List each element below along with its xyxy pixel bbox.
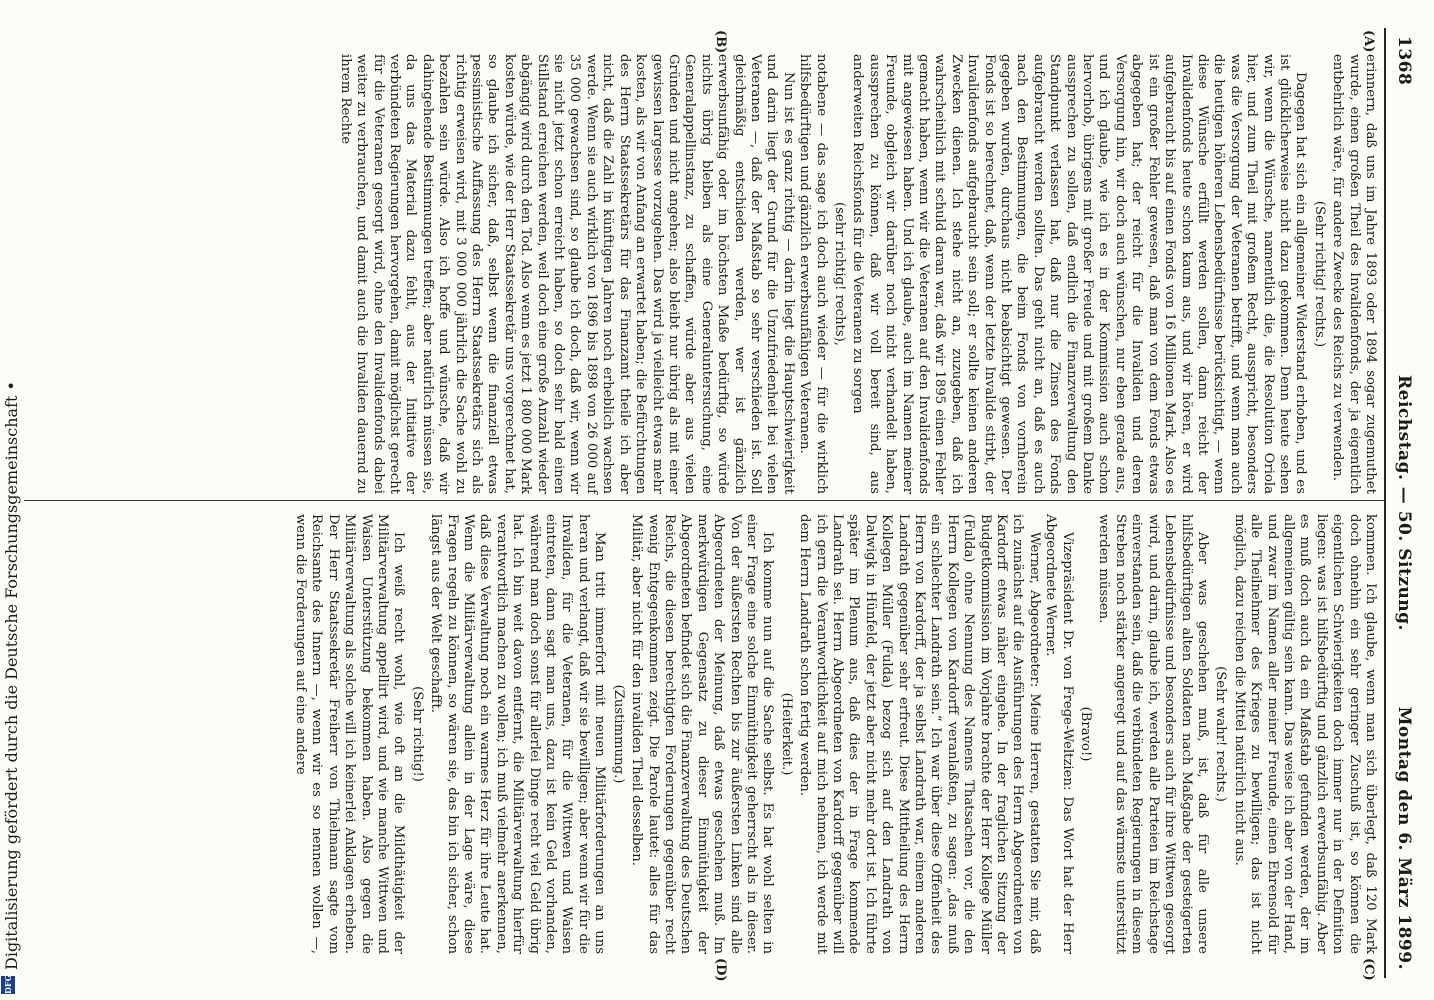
interjection: (Sehr richtig!) <box>409 686 425 782</box>
interjection: (sehr richtig! rechts), <box>832 202 847 346</box>
interjection: (Bravo!) <box>1078 706 1094 762</box>
header-date: Montag den 6. März 1899. <box>1394 706 1414 970</box>
interjection: (Sehr richtig! rechts.) <box>1311 200 1327 348</box>
margin-marker-c: (C) <box>1361 958 1376 981</box>
interjection: (Zustimmung.) <box>610 684 626 784</box>
page-number: 1368 <box>1394 36 1414 86</box>
right-column <box>292 514 1378 954</box>
header-title: Reichstag. — 50. Sitzung. <box>1394 375 1414 631</box>
margin-marker-d: (D) <box>713 958 728 982</box>
paragraph: Aber was geschehen muß, ist, daß für alle unsere hilfsbedürftigen alten Soldaten nach Maßgabe der gesteigerten Lebensbedürfnisse und besonders auch für ihre Wittwen gesorgt wird, und darin, glaube ich, werden alle Parteien im Reichstage einverstanden sein, daß die verbündeten Regierungen in diesem Streben noch stärker angeregt und auf das wärmste unterstützt werden müssen. <box>1096 514 1210 954</box>
paragraph: kommen. Ich glaube, wenn man sich überlegt, daß 120 Mark doch ohnehin ein sehr geringer Zuschuß ist, so können die eigentlichen Schwierigkeiten doch immer nur in der Definition liegen: was ist hilfsbedürftig und gänzlich erwerbsunfähig. Aber es muß doch auch da ein Maßstab gefunden werden, der im allgemeinen gültig sein kann. Das weise ich aber von der Hand, und zwar im Namen aller meiner Freunde, einen Ehrensold für alle Theilnehmer des Krieges zu bewilligen; das ist nicht möglich, dazu reichen die Mittel natürlich nicht aus. <box>1231 514 1378 954</box>
margin-marker-b: (B) <box>713 30 728 54</box>
page-header <box>1388 30 1414 976</box>
interjection: (Heiterkeit.) <box>778 692 794 776</box>
digitization-footer <box>0 0 22 1000</box>
margin-marker-a: (A) <box>1361 30 1376 53</box>
paragraph: Ich weiß recht wohl, wie oft an die Mildthätigkeit der Militärverwaltung appellirt wird, und wie manche Wittwen und Waisen Unterstützung bekommen haben. Also gegen die Militärverwaltung als solche will ich keinerlei Anklagen erheben. Der Herr Staatssekretär Freiherr von Thielmann sagte vom Reichsamte des Innern —, wenn wir es so nennen wollen —, wenn die Forderungen auf eine andere <box>293 514 407 954</box>
paragraph: Man tritt immerfort mit neuen Militärforderungen an uns heran und verlangt, daß wir sie bewilligen; aber wenn wir für die Invaliden, für die Veteranen, für die Wittwen und Waisen eintreten, dann sagt man uns, dazu ist kein Geld vorhanden, während man doch sonst für allerlei Dinge recht viel Geld übrig hat. Ich bin weit davon entfernt, die Militärverwaltung hierfür verantwortlich machen zu wollen; ich muß vielmehr anerkennen, daß diese Verwaltung noch ein warmes Herz für ihre Leute hat. Wenn die Militärverwaltung allein in der Lage wäre, diese Fragen regeln zu können, so wären sie, das bin ich sicher, schon längst aus der Welt geschafft. <box>428 514 608 954</box>
column-divider <box>24 500 1384 501</box>
paragraph: Dagegen hat sich ein allgemeiner Widerstand erhoben, und es ist glücklicherweise nicht dazu gekommen. Denn heute sehen wir, wenn die Wünsche, namentlich die, die Resolution Oriola hier, und zum Theil mit großem Recht, ausspricht, besonders was die Versorgung der Veteranen betrifft, und wenn man auch die heutigen höheren Lebensbedürfnisse berücksichtigt, — wenn diese Wünsche erfüllt werden sollen, dann reicht der Invalidenfonds heute schon kaum aus, und wir hören, er wird aufgebraucht bis auf einen Fonds von 16 Millionen Mark. Also es ist ein großer Fehler gewesen, daß man von dem Fonds etwas abgegeben hat; der reicht für die Invaliden und deren Versorgung hin, wir doch auch wünschen, nur eben gerade aus, und ich glaube, wie ich es in der Kommission auch schon hervorhob, übrigens mit großer Freude und mit großem Danke aussprechen zu sollen, daß endlich die Finanzverwaltung den Standpunkt verlassen hat, daß nur die Zinsen des Fonds aufgebraucht werden sollten. Das geht nicht an, daß es auch nach den Bestimmungen, die beim Fonds von vornherein gegeben wurden, durchaus nicht beabsichtigt gewesen. Der Fonds ist so berechnet, daß, wenn der letzte Invalide stirbt, der Invalidenfonds aufgebraucht sein soll; er sollte keinen anderen Zwecken dienen. Ich stehe nicht an, zuzugeben, daß ich wahrscheinlich mit schuld daran war, daß wir 1895 einen Fehler gemacht haben, wenn wir die Veteranen auf den Invalidenfonds mit angewiesen haben. Und ich glaube, auch im Namen meiner Freunde, obgleich wir darüber noch nicht verhandelt haben, aussprechen zu können, daß wir voll bereit sind, aus anderweiten Reichsfonds für die Veteranen zu sorgen <box>850 54 1309 494</box>
dfg-logo: DFG <box>3 974 13 994</box>
interjection: (Sehr wahr! rechts.) <box>1213 666 1229 802</box>
footer-text: Digitalisierung gefördert durch die Deutsche Forschungsgemeinschaft • <box>2 381 21 970</box>
paragraph: notabene — das sage ich doch auch wieder — für die wirklich hilfsbedürftigen und gänzlich erwerbsunfähigen Veteranen. <box>797 54 829 494</box>
left-column <box>336 54 1378 494</box>
paragraph: Ich komme nun auf die Sache selbst. Es hat wohl selten in einer Frage eine solche Einmüthigkeit geherrscht als in dieser. Von der äußersten Rechten bis zur äußersten Linken sind alle Abgeordneten der Meinung, daß etwas geschehen muß. Im merkwürdigen Gegensatz zu dieser Einmüthigkeit der Abgeordneten befindet sich die Finanzverwaltung des Deutschen Reichs, die diesen berechtigten Forderungen gegenüber recht wenig Entgegenkommen zeigt. Die Parole lautet: alles für das Militär, aber nicht für den invaliden Theil desselben. <box>629 514 776 954</box>
paragraph: erinnern, daß uns im Jahre 1893 oder 1894 sogar zugemuthet wurde, einen großen Theil des Invalidenfonds, der ja eigentlich entbehrlich wäre, für andere Zwecke des Reichs zu verwenden. <box>1330 54 1378 494</box>
speaker-paragraph: Werner, Abgeordneter: Meine Herren, gestatten Sie mir, daß ich zunächst auf die Ausführungen des Herrn Abgeordneten von Kardorff etwas näher eingehe. In der fraglichen Sitzung der Budgetkommission im Vorjahre brachte der Herr Kollege Müller (Fulda) ohne Nennung des Namens Thatsachen vor, die den Herrn Kollegen von Kardorff veranlaßten, zu sagen: „das muß ein schlechter Landrath sein.“ Ich war über diese Offenheit des Herrn von Kardorff, der ja selbst Landrath war, einem anderen Landrath gegenüber sehr erfreut. Diese Mittheilung des Herrn Kollegen Müller (Fulda) bezog sich auf den Landrath von Dalwigk in Hünfeld, der jetzt aber nicht mehr dort ist. Ich führte später im Plenum aus, daß dies der in Frage kommende Landrath sei. Herrn Abgeordneten von Kardorff gegenüber will ich gern die Verantwortlichkeit auf mich nehmen, ich werde mit dem Herrn Landrath schon fertig werden. <box>797 514 1042 954</box>
header-rule <box>1384 28 1386 978</box>
speaker-paragraph: Vizepräsident Dr. von Frege-Weltzien: Das Wort hat der Herr Abgeordnete Werner. <box>1043 514 1075 954</box>
paragraph: Nun ist es ganz richtig — darin liegt die Hauptschwierigkeit und darin liegt der Grund für die Unzufriedenheit bei vielen Veteranen —, daß der Maßstab so sehr verschieden ist. Soll gleichmäßig entschieden werden, wer ist gänzlich erwerbsunfähig oder im höchsten Maße bedürftig, so würde nichts übrig bleiben als eine Generaluntersuchung, eine Generalappellinstanz, zu schaffen, würde aber aus vielen Gründen und nicht angehen; also bleibt nur übrig als mit einer gewissen largesse vorzugehen. Das wird ja vielleicht etwas mehr kosten, als wir von Anfang an erwartet haben; die Befürchtungen des Herrn Staatssekretärs für das Finanzamt theile ich aber nicht, daß die Zahl in künftigen Jahren noch erheblich wachsen werde. Wenn sie auch wirklich von 1896 bis 1898 von 26 000 auf 35 000 gewachsen sind, so glaube ich doch, daß wir, wenn wir sie nicht jetzt schon erreicht haben, so doch sehr bald einen Stillstand erreichen werden, weil doch eine große Anzahl wieder abgängig wird durch den Tod. Also wenn es jetzt 1 800 000 Mark kosten würde, wie der Herr Staatssekretär uns vorgerechnet hat, so glaube ich sicher, daß, selbst wenn die finanziell etwas pessimistische Auffassung des Herrn Staatssekretärs sich als richtig erweisen wird, mit 3 000 000 jährlich die Sache wohl zu bezahlen sein würde. Also ich hoffe und wünsche, daß wir dahingehende Bestimmungen treffen; aber natürlich müssen sie, da uns das Material dazu fehlt, aus der Initiative der verbündeten Regierungen hervorgehen, damit möglichst gerecht für die Veteranen gesorgt wird, ohne den Invalidenfonds dabei weiter zu verbrauchen, und damit auch die Invaliden dauernd zu ihrem Rechte <box>337 54 796 494</box>
